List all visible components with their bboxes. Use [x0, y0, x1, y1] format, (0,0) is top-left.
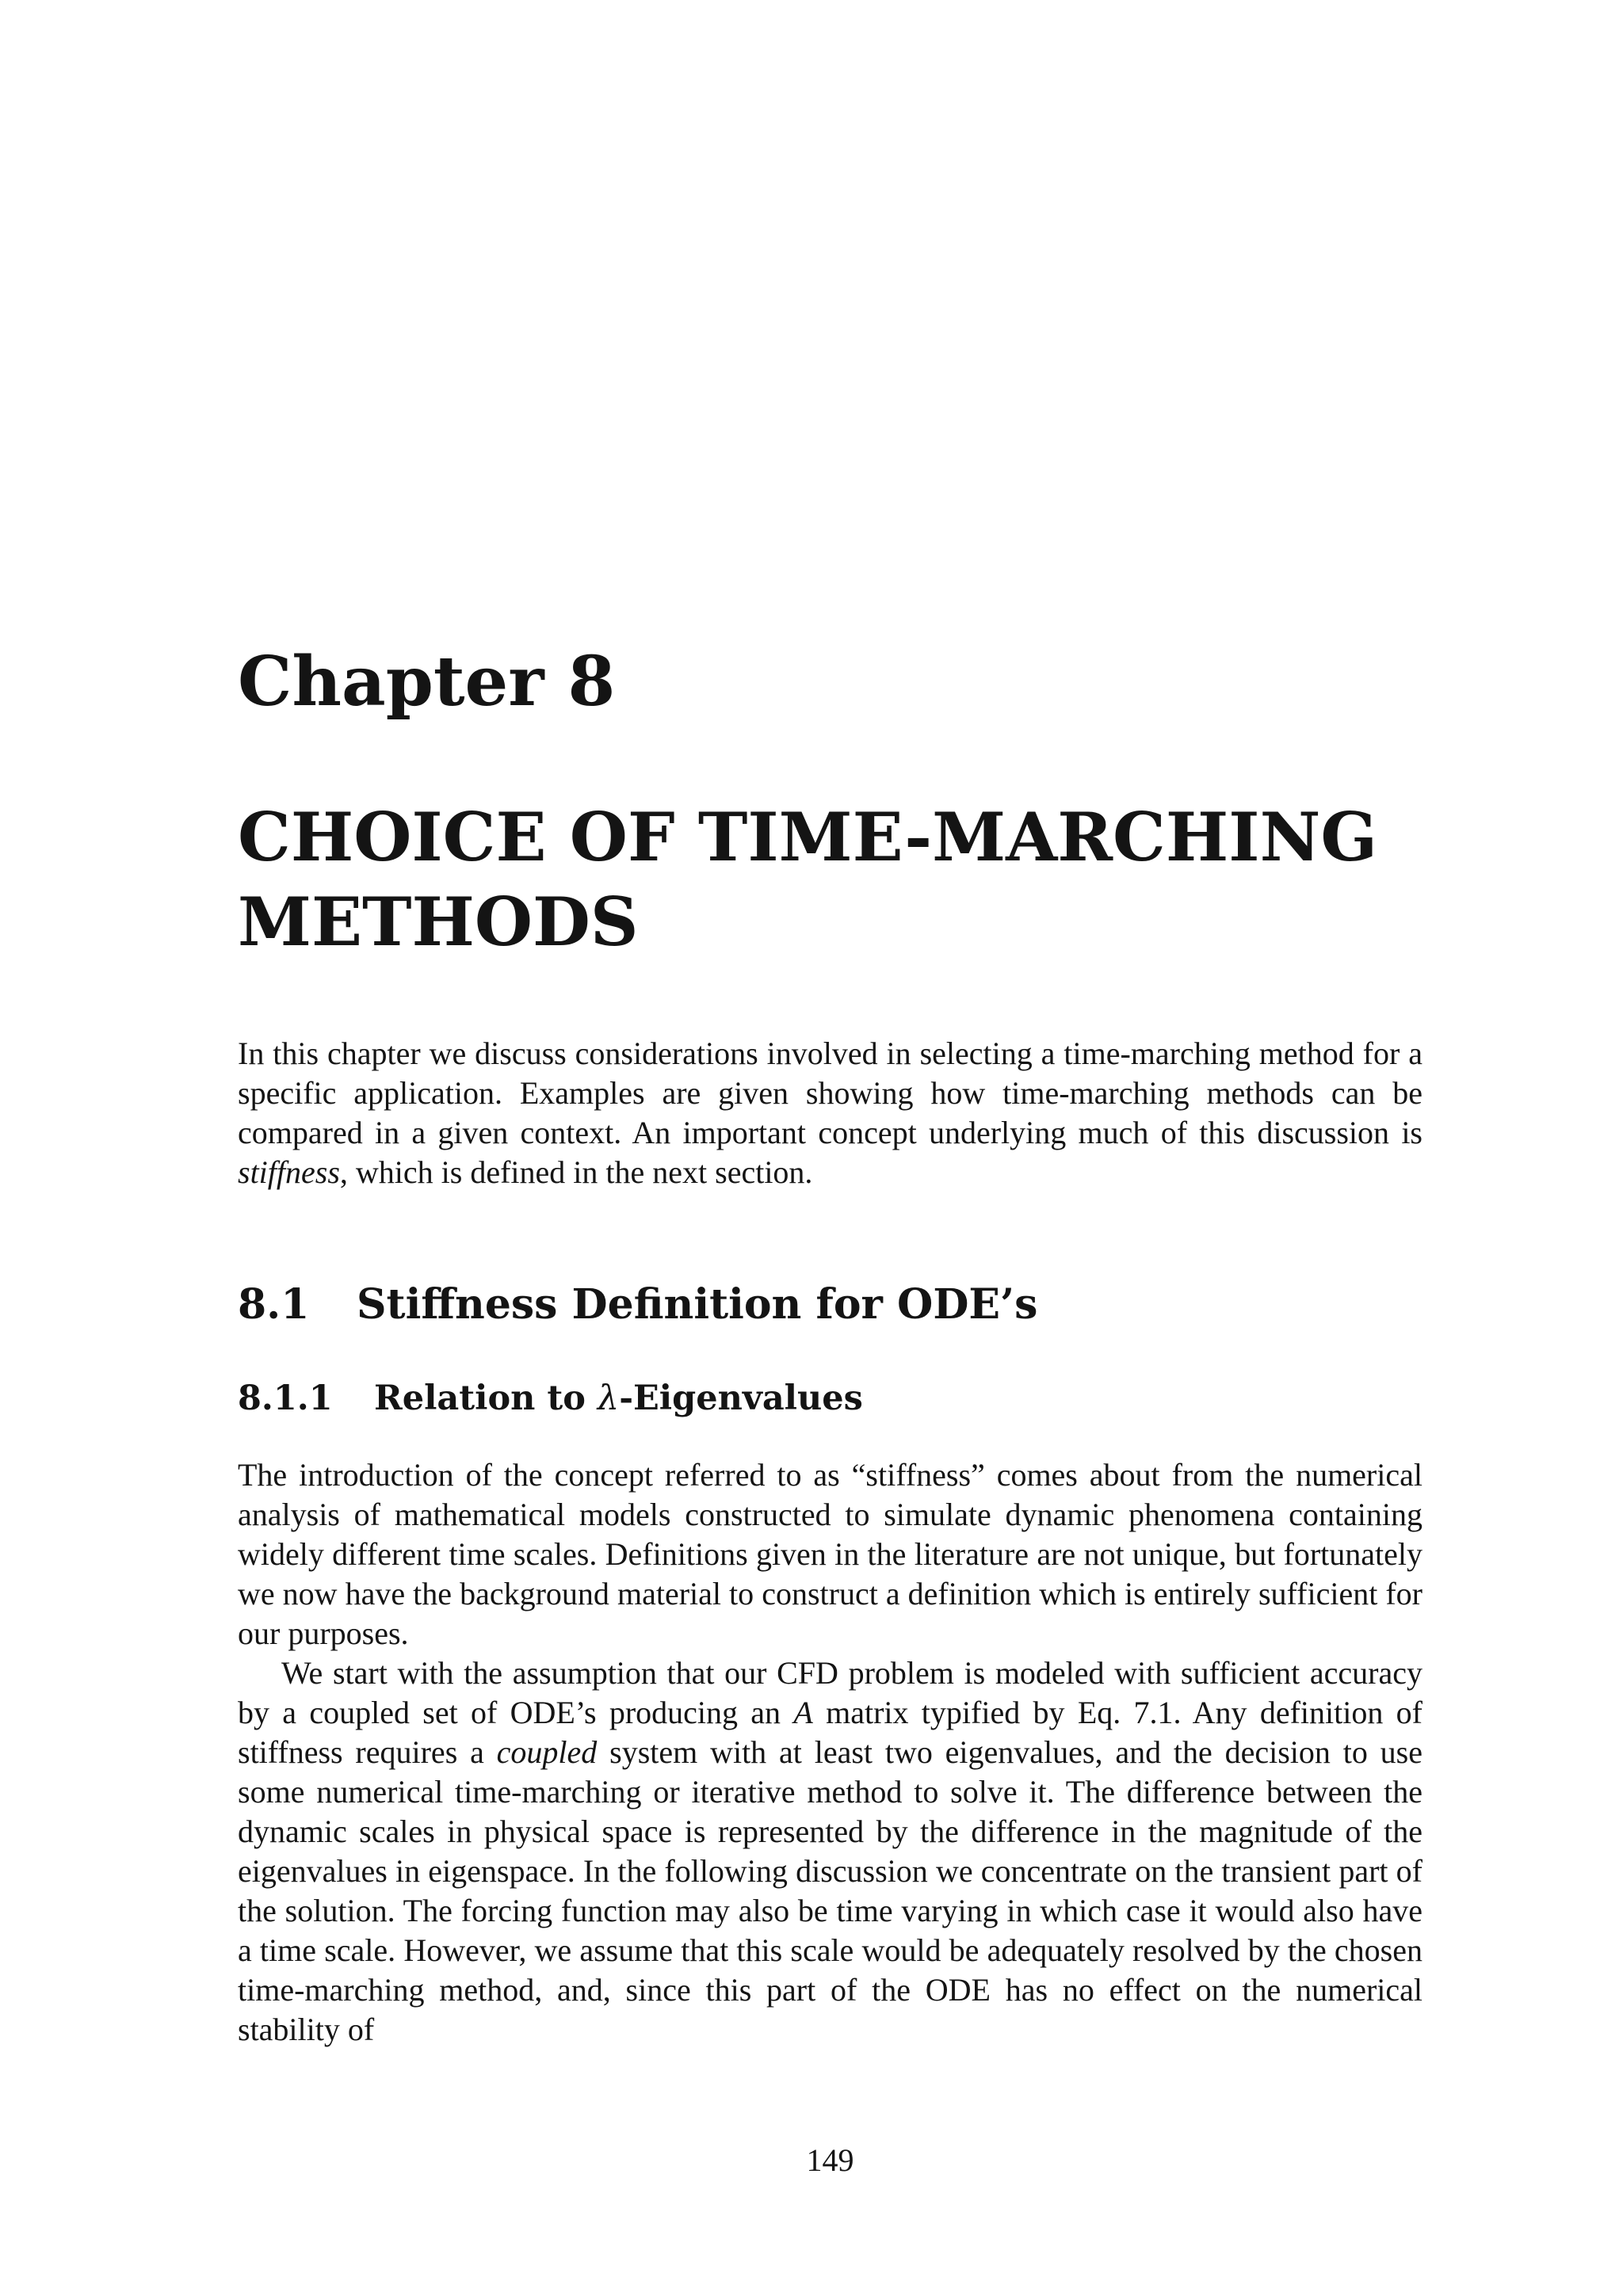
section-number: 8.1 [238, 1280, 310, 1329]
subsection-title-prefix: Relation to [374, 1379, 598, 1418]
paragraph-2-text-c: system with at least two eigenvalues, and the decision to use some numerical time-marching or iterative method to solve it. The difference between the dynamic scales in physical space is represented by the difference in the magnitude of the eigenvalues in eigenspace. In the following discussion we concentrate on the transient part of the solution. The forcing function may also be time varying in which case it would also have a time scale. However, we assume that this scale would be adequately resolved by the chosen time-marching method, and, since this part of the ODE has no effect on the numerical stability of [238, 1734, 1423, 2047]
paragraph-2-text-b: matrix typified by Eq. 7.1. Any definition of stiffness requires a [238, 1695, 1423, 1770]
chapter-label: Chapter 8 [238, 642, 616, 722]
paragraph-2-text-a: We start with the assumption that our CFD problem is modeled with sufficient accuracy by a coupled set of ODE’s producing an [238, 1655, 1423, 1730]
paragraph-1: The introduction of the concept referred to as “stiffness” comes about from the numerical analysis of mathematical models constructed to simulate dynamic phenomena containing widely different time scales. Definitions given in the literature are not unique, but fortunately we now have the background material to construct a definition which is entirely sufficient for our purposes. [238, 1457, 1423, 1651]
section-heading [238, 1281, 1037, 1329]
intro-text-start: In this chapter we discuss considerations involved in selecting a time-marching method for a specific application. Examples are given showing how time-marching methods can be compared in a given context. An important concept underlying much of this discussion is [238, 1035, 1423, 1150]
chapter-title: CHOICE OF TIME-MARCHING METHODS [238, 798, 1378, 961]
body-text [238, 1455, 1423, 2050]
matrix-symbol: A [793, 1695, 813, 1730]
section-title: Stiffness Definition for ODE’s [357, 1280, 1038, 1329]
page-number: 149 [806, 2142, 854, 2178]
subsection-heading [238, 1379, 863, 1418]
paragraph-2 [238, 1653, 1423, 2050]
coupled-emphasis: coupled [496, 1734, 598, 1770]
intro-paragraph [238, 1034, 1423, 1192]
intro-text-end: , which is defined in the next section. [339, 1154, 813, 1190]
book-page [238, 0, 1423, 2296]
subsection-number: 8.1.1 [238, 1379, 333, 1418]
subsection-title-suffix: -Eigenvalues [619, 1379, 863, 1418]
lambda-symbol: λ [597, 1379, 620, 1418]
intro-emphasis: stiffness [238, 1154, 340, 1190]
